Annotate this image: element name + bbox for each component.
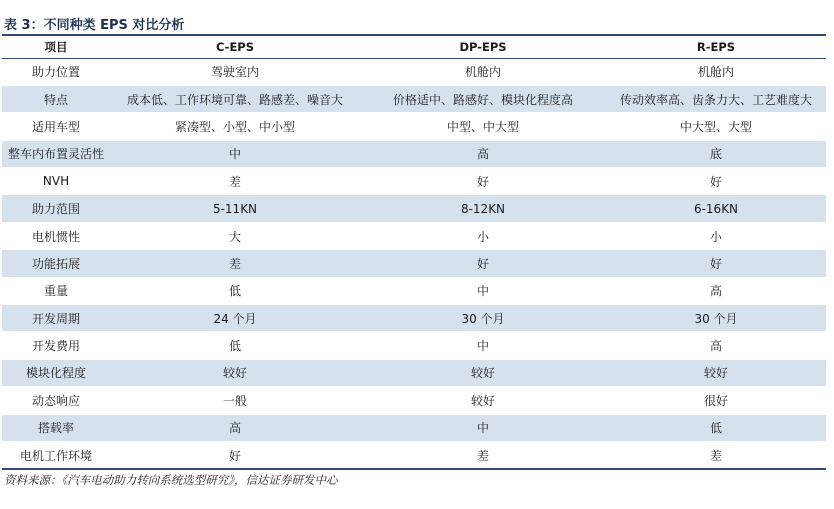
row-item: 助力范围 <box>2 195 110 222</box>
cell-dp-eps: 较好 <box>360 359 606 386</box>
row-item: 开发费用 <box>2 332 110 359</box>
table-row <box>2 332 826 359</box>
cell-dp-eps: 8-12KN <box>360 195 606 222</box>
cell-c-eps: 一般 <box>110 387 360 414</box>
cell-r-eps: 6-16KN <box>606 195 826 222</box>
cell-r-eps: 好 <box>606 250 826 277</box>
cell-c-eps: 低 <box>110 277 360 304</box>
cell-r-eps: 差 <box>606 441 826 468</box>
cell-dp-eps: 中 <box>360 332 606 359</box>
table-row <box>2 250 826 277</box>
cell-r-eps: 小 <box>606 222 826 249</box>
row-item: 开发周期 <box>2 305 110 332</box>
cell-dp-eps: 中 <box>360 414 606 441</box>
cell-dp-eps: 30 个月 <box>360 305 606 332</box>
table-row <box>2 305 826 332</box>
cell-c-eps: 高 <box>110 414 360 441</box>
cell-dp-eps: 好 <box>360 250 606 277</box>
cell-c-eps: 大 <box>110 222 360 249</box>
cell-r-eps: 较好 <box>606 359 826 386</box>
table-row <box>2 441 826 468</box>
table-row <box>2 58 826 85</box>
cell-c-eps: 低 <box>110 332 360 359</box>
column-header-c-eps: C-EPS <box>110 36 360 58</box>
table-row <box>2 222 826 249</box>
cell-r-eps: 高 <box>606 332 826 359</box>
table-row <box>2 168 826 195</box>
eps-comparison-table <box>2 36 826 469</box>
cell-c-eps: 5-11KN <box>110 195 360 222</box>
row-item: 模块化程度 <box>2 359 110 386</box>
row-item: 特点 <box>2 85 110 112</box>
cell-r-eps: 传动效率高、齿条力大、工艺难度大 <box>606 85 826 112</box>
row-item: 适用车型 <box>2 113 110 140</box>
cell-dp-eps: 中 <box>360 277 606 304</box>
row-item: 助力位置 <box>2 58 110 85</box>
cell-r-eps: 机舱内 <box>606 58 826 85</box>
row-item: 电机工作环境 <box>2 441 110 468</box>
row-item: 整车内布置灵活性 <box>2 140 110 167</box>
row-item: 重量 <box>2 277 110 304</box>
cell-r-eps: 低 <box>606 414 826 441</box>
row-item: 功能拓展 <box>2 250 110 277</box>
table-row <box>2 85 826 112</box>
cell-c-eps: 24 个月 <box>110 305 360 332</box>
cell-dp-eps: 较好 <box>360 387 606 414</box>
source-note: 资料来源：《汽车电动助力转向系统选型研究》，信达证券研发中心 <box>4 473 338 487</box>
table-row <box>2 277 826 304</box>
cell-r-eps: 很好 <box>606 387 826 414</box>
cell-c-eps: 中 <box>110 140 360 167</box>
cell-c-eps: 好 <box>110 441 360 468</box>
cell-dp-eps: 小 <box>360 222 606 249</box>
table-row <box>2 140 826 167</box>
row-item: 搭载率 <box>2 414 110 441</box>
table-row <box>2 414 826 441</box>
row-item: 动态响应 <box>2 387 110 414</box>
row-item: 电机惯性 <box>2 222 110 249</box>
cell-r-eps: 30 个月 <box>606 305 826 332</box>
column-header-r-eps: R-EPS <box>606 36 826 58</box>
table-row <box>2 113 826 140</box>
cell-c-eps: 较好 <box>110 359 360 386</box>
column-header-item: 项目 <box>2 36 110 58</box>
cell-dp-eps: 好 <box>360 168 606 195</box>
table-row <box>2 387 826 414</box>
table-row <box>2 359 826 386</box>
cell-c-eps: 差 <box>110 168 360 195</box>
cell-r-eps: 中大型、大型 <box>606 113 826 140</box>
cell-c-eps: 成本低、工作环境可靠、路感差、噪音大 <box>110 85 360 112</box>
cell-c-eps: 驾驶室内 <box>110 58 360 85</box>
column-header-dp-eps: DP-EPS <box>360 36 606 58</box>
cell-c-eps: 紧凑型、小型、中小型 <box>110 113 360 140</box>
table-bottom-rule <box>2 468 826 470</box>
row-item: NVH <box>2 168 110 195</box>
cell-c-eps: 差 <box>110 250 360 277</box>
cell-dp-eps: 机舱内 <box>360 58 606 85</box>
cell-dp-eps: 中型、中大型 <box>360 113 606 140</box>
cell-dp-eps: 价格适中、路感好、模块化程度高 <box>360 85 606 112</box>
table-header-row <box>2 36 826 58</box>
cell-r-eps: 好 <box>606 168 826 195</box>
table-row <box>2 195 826 222</box>
cell-dp-eps: 高 <box>360 140 606 167</box>
cell-r-eps: 高 <box>606 277 826 304</box>
cell-dp-eps: 差 <box>360 441 606 468</box>
table-caption: 表 3：不同种类 EPS 对比分析 <box>4 18 185 33</box>
cell-r-eps: 底 <box>606 140 826 167</box>
